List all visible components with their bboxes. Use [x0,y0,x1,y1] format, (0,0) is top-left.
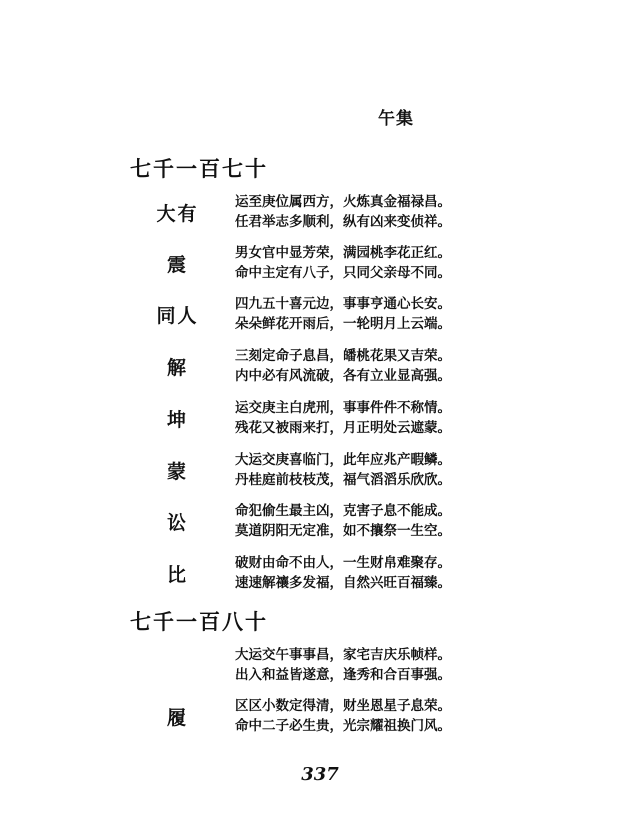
verse-line-1: 破财由命不由人，一生财帛难聚存。 [235,555,451,571]
verse-line-2: 莫道阴阳无定准，如不攘祭一生空。 [235,523,451,539]
verse [235,553,451,593]
verse-line-2: 残花又被雨来打，月正明处云遮蒙。 [235,420,451,436]
verse [235,501,451,541]
hexagram-name: 坤 [166,409,188,431]
verse [235,696,451,736]
entry-bi [140,553,470,597]
verse-line-2: 命中二子必生贵，光宗耀祖换门风。 [235,718,451,734]
hexagram-name: 蒙 [166,461,188,483]
entry-xie [140,346,470,390]
verse-line-1: 大运交庚喜临门，此年应兆产暇鳞。 [235,452,451,468]
hexagram-name: 大有 [156,203,199,225]
hexagram-name: 震 [166,254,188,276]
entry-untitled [140,645,470,689]
verse [235,294,451,334]
section-title-7180: 七千一百八十 [130,609,268,634]
verse [235,192,451,232]
entry-zhen [140,243,470,287]
verse [235,450,451,490]
section-title-7170: 七千一百七十 [130,156,268,181]
verse-line-1: 命犯偷生最主凶，克害子息不能成。 [235,503,451,519]
entry-da-you [140,192,470,236]
verse-line-2: 出入和益皆遂意，逢秀和合百事强。 [235,667,451,683]
verse-line-2: 速速解禳多发福，自然兴旺百福臻。 [235,575,451,591]
verse-line-2: 朵朵鲜花开雨后，一轮明月上云端。 [235,316,451,332]
verse-line-2: 命中主定有八子，只同父亲母不同。 [235,265,451,281]
hexagram-name: 解 [166,357,188,379]
verse-line-2: 内中必有风流破，各有立业显高强。 [235,368,451,384]
hexagram-name [140,645,215,689]
entry-song [140,501,470,545]
verse-line-2: 丹桂庭前枝枝茂，福气滔滔乐欣欣。 [235,472,451,488]
hexagram-name: 同人 [156,305,199,327]
verse-line-1: 男女官中显芳荣，满园桃李花正红。 [235,245,451,261]
verse [235,346,451,386]
hexagram-name: 履 [166,707,188,729]
entry-tong-ren [140,294,470,338]
verse [235,398,451,438]
verse-line-1: 运交庚主白虎刑，事事件件不称情。 [235,400,451,416]
verse-line-2: 任君举志多顺利，纵有凶来变侦祥。 [235,214,451,230]
verse [235,243,451,283]
verse-line-1: 运至庚位属西方，火炼真金福禄昌。 [235,194,451,210]
entry-lv [140,696,470,740]
entry-meng [140,450,470,494]
verse-line-1: 四九五十喜元边，事事亨通心长安。 [235,296,451,312]
verse-line-1: 区区小数定得清，财坐恩星子息荣。 [235,698,451,714]
hexagram-name: 比 [166,564,188,586]
collection-header: 午集 [378,109,414,129]
hexagram-name: 讼 [166,512,188,534]
page-number: 337 [301,764,339,785]
verse [235,645,451,685]
entry-kun [140,398,470,442]
verse-line-1: 大运交午事事昌，家宅吉庆乐帧样。 [235,647,451,663]
verse-line-1: 三刻定命子息昌，皤桃花果又吉荣。 [235,348,451,364]
